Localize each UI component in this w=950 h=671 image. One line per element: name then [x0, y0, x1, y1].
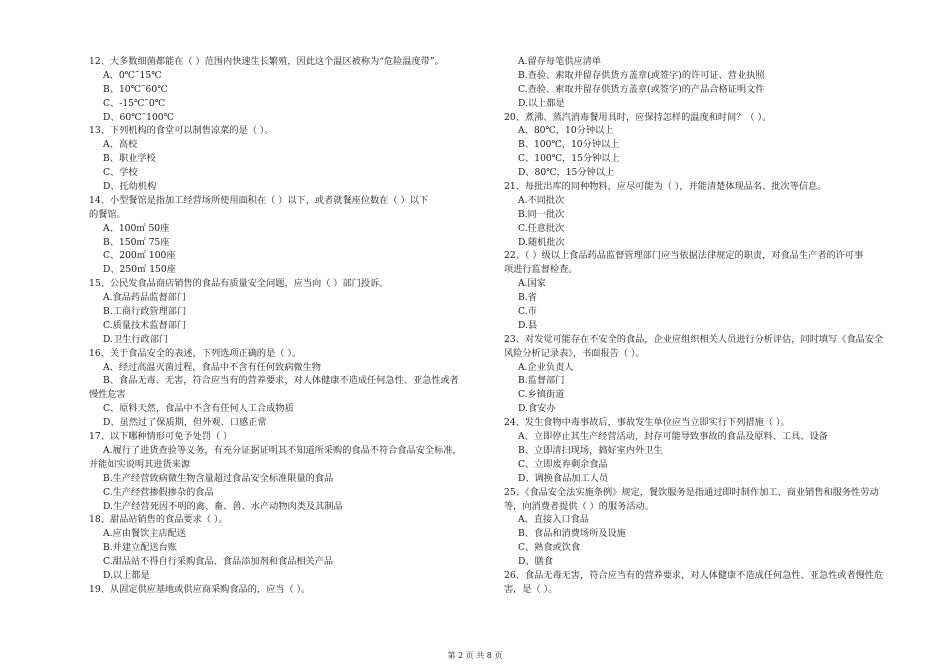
option-line: A、立即停止其生产经营活动，封存可能导致事故的食品及原料、工具、设备 — [518, 431, 828, 443]
option-line: A、经过高温灭菌过程，食品中不含有任何致病微生物 — [103, 361, 321, 373]
option-line: A、高校 — [103, 139, 138, 151]
right-column — [504, 55, 906, 597]
option-line: B.同一批次 — [518, 208, 565, 220]
option-line: A、0℃˜15℃ — [103, 69, 162, 81]
question-line: 13、下列机构的食堂可以制售凉菜的是（ ）。 — [89, 125, 274, 137]
option-line: C.生产经营掺假掺杂的食品 — [103, 486, 214, 498]
continuation-line: 害，是（ ）。 — [504, 583, 558, 595]
option-line: B.生产经营致病微生物含量超过食品安全标准限量的食品 — [103, 472, 334, 484]
option-line: B、立即清扫现场，搞好室内外卫生 — [518, 444, 663, 456]
option-line: A.应由餐饮主店配送 — [103, 528, 187, 540]
option-line: C、立即废弃剩余食品 — [518, 458, 608, 470]
option-line: A.国家 — [518, 278, 546, 290]
question-line: 26、食品无毒无害，符合应当有的营养要求，对人体健康不造成任何急性、亚急性或者慢性危 — [504, 569, 884, 581]
option-line: D.以上都是 — [103, 569, 150, 581]
option-line: B、10℃˜60℃ — [103, 83, 168, 95]
option-line: D.县 — [518, 319, 538, 331]
question-line: 24、发生食物中毒事故后，事故发生单位应当立即实行下列措施（ ）。 — [504, 417, 790, 429]
continuation-line: 风险分析记录表》，书面报告（ ）。 — [504, 347, 645, 359]
option-line: A.企业负责人 — [518, 361, 574, 373]
option-line: D、调换食品加工人员 — [518, 472, 609, 484]
continuation-line: 项进行监督检查。 — [504, 264, 578, 276]
option-line: A.不同批次 — [518, 194, 565, 206]
option-line: A、80℃，10分钟以上 — [518, 125, 614, 137]
question-line: 17、以下哪种情形可免予处罚（ ） — [89, 431, 233, 443]
option-line: D.食安办 — [518, 403, 556, 415]
option-line: A.食品药品监督部门 — [103, 292, 187, 304]
option-line: B.并建立配送台账 — [103, 542, 177, 554]
option-line: D.以上都是 — [518, 97, 565, 109]
question-line: 15、公民发食品商店销售的食品有质量安全问题，应当向（ ）部门投诉。 — [89, 278, 389, 290]
option-line: A.留存每笔供应清单 — [518, 56, 602, 67]
option-line: C.甜品站不得自行采购食品、食品添加剂和食品相关产品 — [103, 556, 334, 568]
question-line: 20、煮沸、蒸汽消毒餐用具时，应保持怎样的温度和时间？（ ）。 — [504, 111, 772, 123]
option-line: A、直接入口食品 — [518, 514, 589, 526]
option-line: D、80℃，15分钟以上 — [518, 167, 615, 179]
option-line: C.任意批次 — [518, 222, 565, 234]
option-line: C.质量技术监督部门 — [103, 319, 187, 331]
option-line: D、膳食 — [518, 556, 553, 568]
option-line: C、100℃，15分钟以上 — [518, 153, 620, 165]
option-line: C、学校 — [103, 167, 138, 179]
continuation-line: 并能如实说明其进货来源 — [89, 458, 191, 470]
option-line: B.省 — [518, 292, 537, 304]
option-line: B.查验、索取并留存供货方盖章(或签字)的许可证、营业执照 — [518, 69, 765, 81]
option-line: C.查验、索取并留存供货方盖章(或签字)的产品合格证明文件 — [518, 83, 765, 95]
left-column — [89, 55, 491, 597]
option-line: C、熟食或饮食 — [518, 542, 581, 554]
option-line: D、60℃˜100℃ — [103, 111, 174, 123]
question-line: 21、每批出库的同种物料，应尽可能为（ ），并能清楚体现品名、批次等信息。 — [504, 181, 827, 193]
option-line: A、100㎡ 50座 — [103, 222, 170, 234]
page-number: 第 2 页 共 8 页 — [447, 651, 503, 660]
option-line: D.生产经营死因不明的禽、畜、兽、水产动物肉类及其制品 — [103, 500, 343, 512]
question-line: 18、甜品站销售的食品要求（ ）。 — [89, 514, 228, 526]
option-line: B、职业学校 — [103, 153, 156, 165]
option-line: C.乡镇街道 — [518, 389, 565, 401]
question-line: 16、关于食品安全的表述，下列选项正确的是（ ）。 — [89, 347, 302, 359]
question-line: 25、《食品安全法实施条例》规定，餐饮服务是指通过即时制作加工、商业销售和服务性劳动 — [504, 486, 879, 498]
option-line: B.监督部门 — [518, 375, 565, 387]
question-line: 14、小型餐馆是指加工经营场所使用面积在（ ）以下，或者就餐座位数在（ ）以下 — [89, 194, 429, 206]
option-line: C、原料天然，食品中不含有任何人工合成物质 — [103, 403, 294, 415]
continuation-line: 的餐馆。 — [89, 208, 126, 220]
option-line: B、100℃，10分钟以上 — [518, 139, 620, 151]
question-line: 19、从固定供应基地或供应商采购食品的，应当（ ）。 — [89, 583, 311, 595]
option-line: D、250㎡ 150座 — [103, 264, 176, 276]
option-line: D、虽然过了保质期，但外观、口感正常 — [103, 417, 267, 429]
question-line: 23、对发觉可能存在不安全的食品，企业应组织相关人员进行分析评估，同时填写《食品安全 — [504, 333, 884, 345]
option-line: C.市 — [518, 306, 537, 318]
option-line: B、食品和消费场所及设施 — [518, 528, 626, 540]
option-line: D、托幼机构 — [103, 181, 157, 193]
question-line: 12、大多数细菌都能在（ ）范围内快速生长繁殖，因此这个温区被称为“危险温度带”。 — [89, 56, 444, 67]
question-line: 22、（ ）级以上食品药品监督管理部门应当依据法律规定的职责，对食品生产者的许可事 — [504, 250, 864, 262]
option-line: C、-15℃˜0℃ — [103, 97, 166, 109]
option-line: B.工商行政管理部门 — [103, 306, 187, 318]
option-line: D.随机批次 — [518, 236, 565, 248]
option-line: A.履行了进货查验等义务，有充分证据证明其不知道所采购的食品不符合食品安全标准， — [103, 444, 462, 456]
continuation-line: 等，向消费者提供（ ）的服务活动。 — [504, 500, 654, 512]
option-line: C、200㎡ 100座 — [103, 250, 176, 262]
option-line: B、150㎡ 75座 — [103, 236, 170, 248]
option-line: D.卫生行政部门 — [103, 333, 169, 345]
continuation-line: 慢性危害 — [89, 389, 126, 401]
option-line: B、食品无毒、无害，符合应当有的营养要求，对人体健康不造成任何急性、亚急性或者 — [103, 375, 459, 387]
